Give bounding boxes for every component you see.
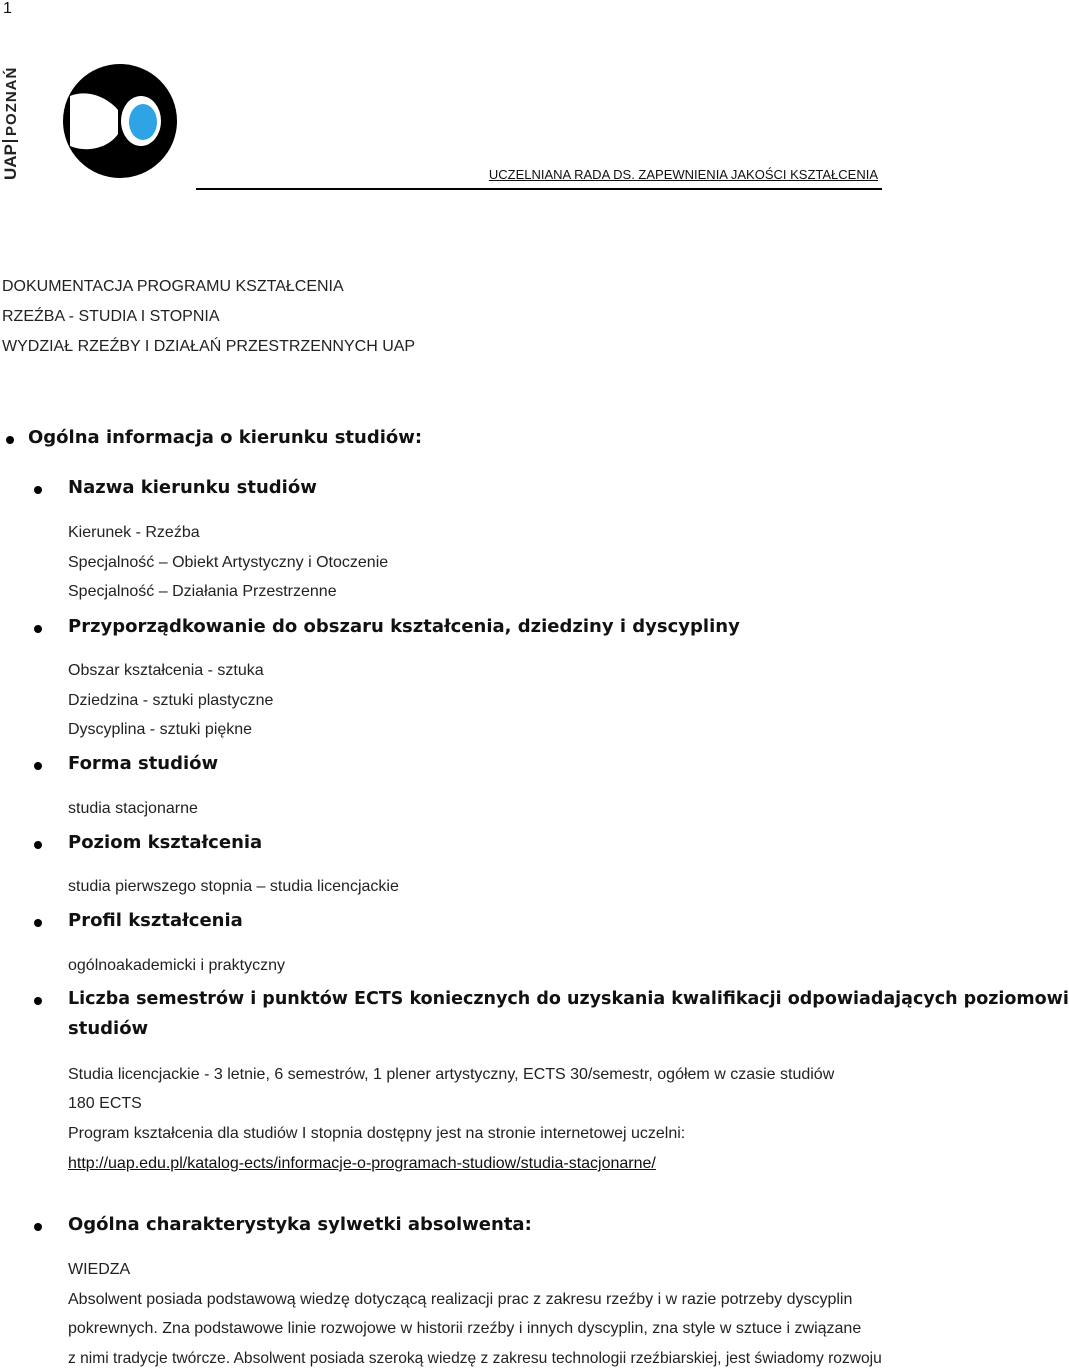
heading-area-assignment: Przyporządkowanie do obszaru kształcenia, dziedziny i dyscypliny: [68, 616, 740, 637]
svg-text:UAP: UAP: [1, 144, 20, 180]
heading-graduate-profile: Ogólna charakterystyka sylwetki absolwenta:: [68, 1214, 532, 1235]
education-level-value: studia pierwszego stopnia – studia licencjackie: [68, 878, 399, 895]
area-line: Dziedzina - sztuki plastyczne: [68, 692, 274, 709]
bullet-dot: [34, 997, 42, 1005]
area-line: Obszar kształcenia - sztuka: [68, 662, 264, 679]
svg-text:POZNAŃ: POZNAŃ: [3, 66, 20, 136]
document-subtitle: RZEŹBA - STUDIA I STOPNIA: [2, 308, 220, 325]
program-link-wrap: [68, 1155, 656, 1173]
heading-education-level: Poziom kształcenia: [68, 832, 263, 853]
field-line: Specjalność – Obiekt Artystyczny i Otoczenie: [68, 554, 389, 571]
knowledge-text-line: Absolwent posiada podstawową wiedzę dotyczącą realizacji prac z zakresu rzeźby i w razie potrzeby dyscyplin: [68, 1291, 853, 1308]
bullet-dot: [34, 841, 42, 849]
area-line: Dyscyplina - sztuki piękne: [68, 721, 253, 738]
heading-field-name: Nazwa kierunku studiów: [68, 477, 317, 498]
study-form-value: studia stacjonarne: [68, 800, 198, 817]
program-info: Program kształcenia dla studiów I stopnia dostępny jest na stronie internetowej uczelni:: [68, 1125, 686, 1142]
heading-semesters-ects-cont: studiów: [68, 1018, 149, 1039]
bullet-dot: [6, 436, 14, 444]
uap-logo: [0, 58, 182, 184]
page-number: 1: [3, 0, 12, 17]
education-profile-value: ogólnoakademicki i praktyczny: [68, 957, 285, 974]
program-link[interactable]: http://uap.edu.pl/katalog-ects/informacje-o-programach-studiow/studia-stacjonarne/: [68, 1155, 656, 1172]
knowledge-text-line: z nimi tradycje twórcze. Absolwent posiada szeroką wiedzę z zakresu technologii rzeźbiarskiej, jest świadomy rozwoju: [68, 1350, 882, 1367]
heading-education-profile: Profil kształcenia: [68, 910, 243, 931]
field-line: Kierunek - Rzeźba: [68, 524, 200, 541]
bullet-dot: [34, 762, 42, 770]
ects-total: 180 ECTS: [68, 1095, 142, 1112]
bullet-dot: [34, 1223, 42, 1231]
bullet-dot: [34, 625, 42, 633]
knowledge-text-line: pokrewnych. Zna podstawowe linie rozwojowe w historii rzeźby i innych dyscyplin, zna style w sztuce i związane: [68, 1320, 862, 1337]
bullet-dot: [34, 486, 42, 494]
heading-semesters-ects: Liczba semestrów i punktów ECTS koniecznych do uzyskania kwalifikacji odpowiadających poziomowi: [68, 989, 1069, 1009]
field-line: Specjalność – Działania Przestrzenne: [68, 583, 337, 600]
ects-line: Studia licencjackie - 3 letnie, 6 semestrów, 1 plener artystyczny, ECTS 30/semestr, ogółem w czasie studiów: [68, 1066, 835, 1083]
uap-logo-graphic: [0, 58, 182, 184]
header-council: UCZELNIANA RADA DS. ZAPEWNIENIA JAKOŚCI KSZTAŁCENIA: [196, 166, 882, 190]
document-title: DOKUMENTACJA PROGRAMU KSZTAŁCENIA: [2, 278, 344, 295]
knowledge-label: WIEDZA: [68, 1261, 131, 1278]
faculty-title: WYDZIAŁ RZEŹBY I DZIAŁAŃ PRZESTRZENNYCH UAP: [2, 338, 416, 355]
section-heading-general-info: Ogólna informacja o kierunku studiów:: [28, 427, 423, 448]
heading-study-form: Forma studiów: [68, 753, 219, 774]
bullet-dot: [34, 919, 42, 927]
